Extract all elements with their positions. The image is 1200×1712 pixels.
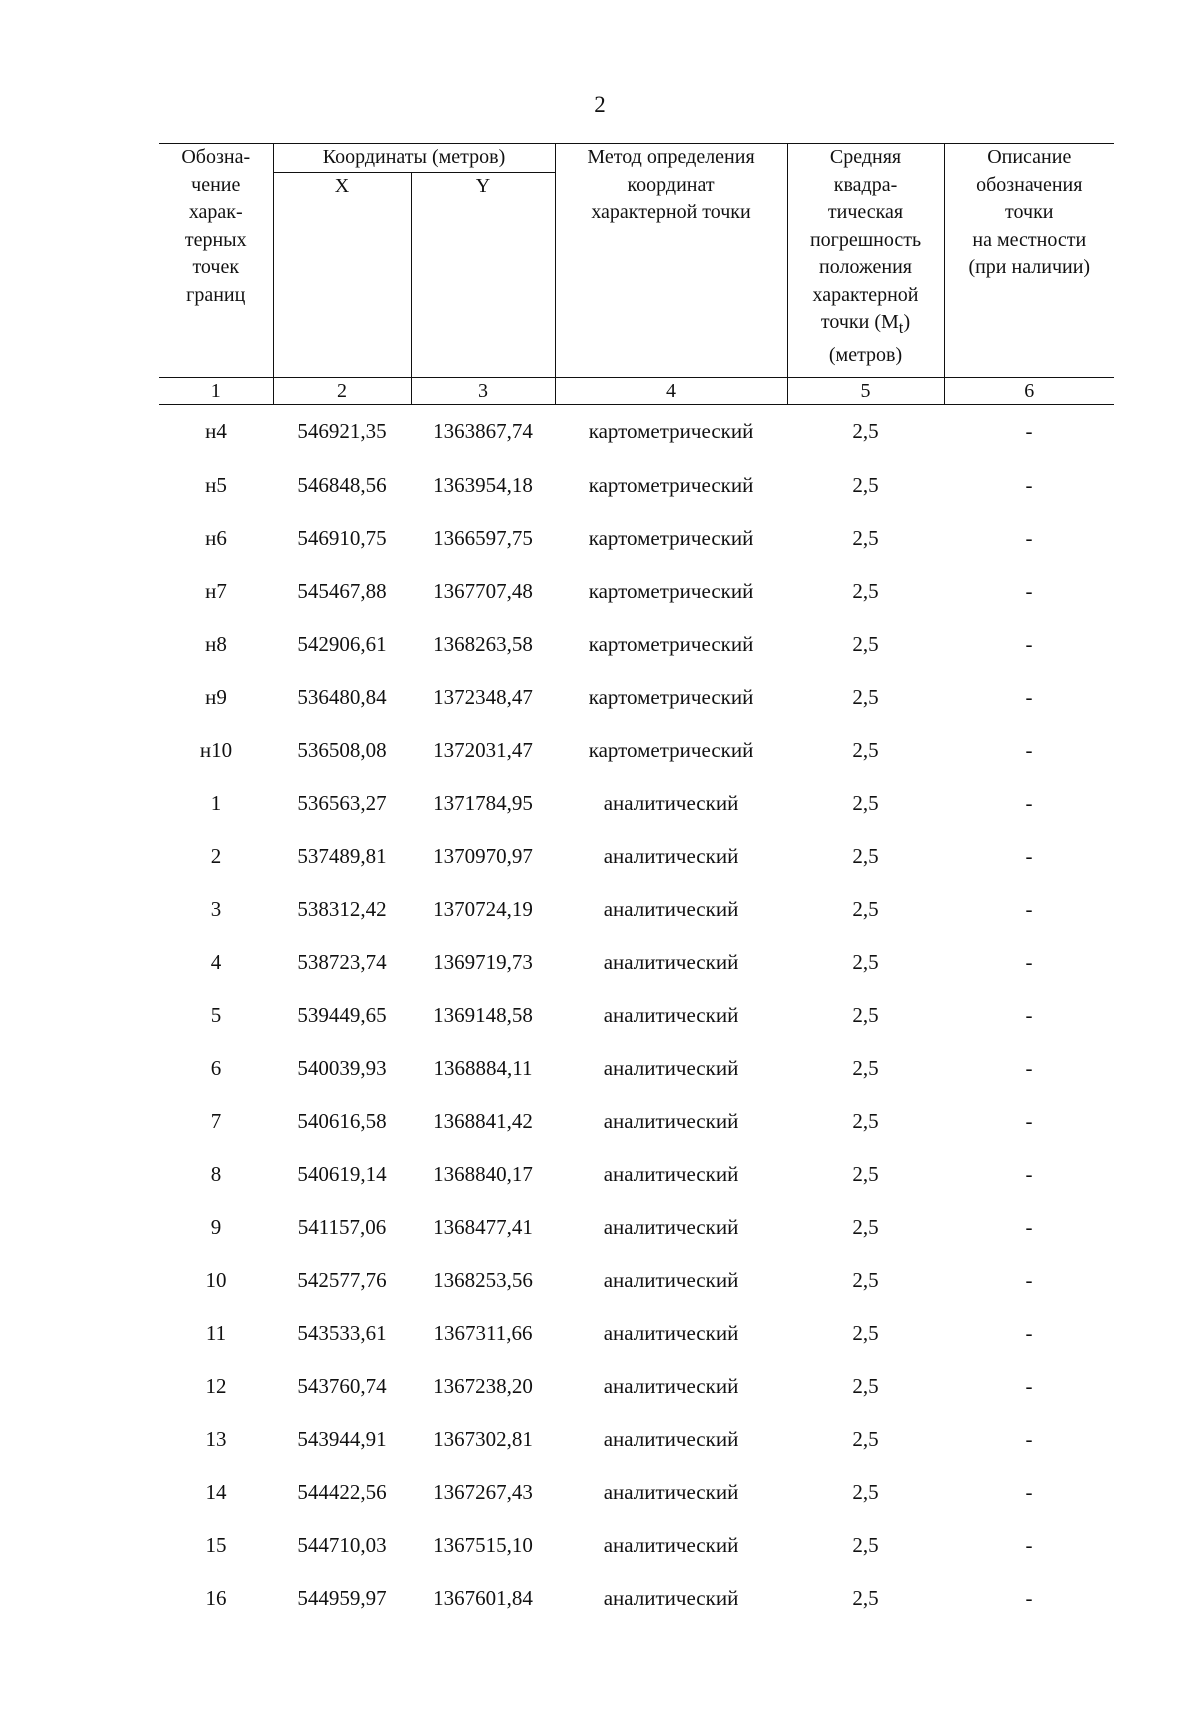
coord-x: 540619,14 xyxy=(297,1161,387,1186)
header-description: Описание обозначения точки на местности (при наличии) xyxy=(944,144,1114,378)
coord-y: 1372031,47 xyxy=(433,737,533,762)
description-cell: - xyxy=(1025,525,1033,550)
description-cell: - xyxy=(1025,843,1033,868)
table-row xyxy=(159,936,1114,989)
description-cell: - xyxy=(1025,578,1033,603)
point-mark: 7 xyxy=(210,1108,222,1133)
coord-y: 1366597,75 xyxy=(433,525,533,550)
coord-x: 539449,65 xyxy=(297,1002,387,1027)
table-row xyxy=(159,1042,1114,1095)
method-cell: картометрический xyxy=(588,631,754,656)
table-row xyxy=(159,1148,1114,1201)
description-cell: - xyxy=(1025,949,1033,974)
table-row xyxy=(159,512,1114,565)
point-mark: 6 xyxy=(210,1055,222,1080)
header-x: X xyxy=(273,172,411,377)
error-cell: 2,5 xyxy=(852,1320,879,1345)
description-cell: - xyxy=(1025,1585,1033,1610)
error-cell: 2,5 xyxy=(852,1214,879,1239)
error-cell: 2,5 xyxy=(852,790,879,815)
point-mark: 5 xyxy=(210,1002,222,1027)
error-cell: 2,5 xyxy=(852,1479,879,1504)
table-row xyxy=(159,404,1114,459)
coord-y: 1369148,58 xyxy=(433,1002,533,1027)
coord-x: 537489,81 xyxy=(297,843,387,868)
point-mark: н8 xyxy=(205,631,227,656)
error-cell: 2,5 xyxy=(852,949,879,974)
table-row xyxy=(159,1413,1114,1466)
point-mark: 12 xyxy=(205,1373,227,1398)
method-cell: аналитический xyxy=(603,1214,739,1239)
header-designation: Обозна- чение харак- терных точек границ xyxy=(159,144,273,378)
method-cell: аналитический xyxy=(603,1055,739,1080)
table-row xyxy=(159,459,1114,512)
coord-x: 543944,91 xyxy=(297,1426,387,1451)
error-cell: 2,5 xyxy=(852,737,879,762)
error-cell: 2,5 xyxy=(852,1426,879,1451)
table-row xyxy=(159,618,1114,671)
table-row xyxy=(159,1360,1114,1413)
coord-y: 1367302,81 xyxy=(433,1426,533,1451)
error-cell: 2,5 xyxy=(852,843,879,868)
coord-x: 536480,84 xyxy=(297,684,387,709)
description-cell: - xyxy=(1025,1108,1033,1133)
method-cell: аналитический xyxy=(603,843,739,868)
coord-x: 538723,74 xyxy=(297,949,387,974)
error-cell: 2,5 xyxy=(852,1532,879,1557)
error-cell: 2,5 xyxy=(852,1373,879,1398)
coord-x: 538312,42 xyxy=(297,896,387,921)
method-cell: картометрический xyxy=(588,419,754,443)
coord-x: 544422,56 xyxy=(297,1479,387,1504)
coord-x: 541157,06 xyxy=(297,1214,387,1239)
coord-y: 1367238,20 xyxy=(433,1373,533,1398)
method-cell: аналитический xyxy=(603,1426,739,1451)
point-mark: 13 xyxy=(205,1426,227,1451)
table-row xyxy=(159,1572,1114,1625)
table-row xyxy=(159,777,1114,830)
coord-y: 1368253,56 xyxy=(433,1267,533,1292)
error-cell: 2,5 xyxy=(852,578,879,603)
description-cell: - xyxy=(1025,1161,1033,1186)
error-cell: 2,5 xyxy=(852,1585,879,1610)
coord-x: 536508,08 xyxy=(297,737,387,762)
point-mark: н4 xyxy=(205,419,227,443)
header-method: Метод определения координат характерной точки xyxy=(555,144,787,378)
table-row xyxy=(159,1095,1114,1148)
method-cell: аналитический xyxy=(603,1532,739,1557)
error-cell: 2,5 xyxy=(852,684,879,709)
description-cell: - xyxy=(1025,1055,1033,1080)
error-cell: 2,5 xyxy=(852,1055,879,1080)
table-row xyxy=(159,724,1114,777)
method-cell: аналитический xyxy=(603,1479,739,1504)
header-y: Y xyxy=(411,172,555,377)
description-cell: - xyxy=(1025,1267,1033,1292)
point-mark: 1 xyxy=(210,790,222,815)
coord-y: 1367311,66 xyxy=(433,1320,533,1345)
column-number: 6 xyxy=(944,377,1114,404)
coord-x: 545467,88 xyxy=(297,578,387,603)
method-cell: аналитический xyxy=(603,790,739,815)
method-cell: аналитический xyxy=(603,1373,739,1398)
point-mark: 4 xyxy=(210,949,222,974)
description-cell: - xyxy=(1025,896,1033,921)
coord-x: 543760,74 xyxy=(297,1373,387,1398)
description-cell: - xyxy=(1025,631,1033,656)
method-cell: картометрический xyxy=(588,525,754,550)
description-cell: - xyxy=(1025,1214,1033,1239)
point-mark: 15 xyxy=(205,1532,227,1557)
method-cell: аналитический xyxy=(603,1002,739,1027)
coord-y: 1370724,19 xyxy=(433,896,533,921)
coord-y: 1368884,11 xyxy=(433,1055,533,1080)
error-cell: 2,5 xyxy=(852,631,879,656)
column-number: 5 xyxy=(787,377,944,404)
coord-y: 1370970,97 xyxy=(433,843,533,868)
error-cell: 2,5 xyxy=(852,525,879,550)
point-mark: 2 xyxy=(210,843,222,868)
coord-y: 1367601,84 xyxy=(433,1585,533,1610)
point-mark: 8 xyxy=(210,1161,222,1186)
coord-x: 542906,61 xyxy=(297,631,387,656)
description-cell: - xyxy=(1025,1426,1033,1451)
description-cell: - xyxy=(1025,1532,1033,1557)
description-cell: - xyxy=(1025,684,1033,709)
coord-y: 1368840,17 xyxy=(433,1161,533,1186)
description-cell: - xyxy=(1025,737,1033,762)
point-mark: 14 xyxy=(205,1479,227,1504)
description-cell: - xyxy=(1025,1373,1033,1398)
coord-y: 1363867,74 xyxy=(433,419,533,443)
table-row xyxy=(159,830,1114,883)
point-mark: 3 xyxy=(210,896,222,921)
coord-y: 1371784,95 xyxy=(433,790,533,815)
coord-y: 1369719,73 xyxy=(433,949,533,974)
table-row xyxy=(159,565,1114,618)
column-number: 2 xyxy=(273,377,411,404)
error-cell: 2,5 xyxy=(852,1161,879,1186)
table-row xyxy=(159,671,1114,724)
method-cell: аналитический xyxy=(603,1161,739,1186)
coord-x: 536563,27 xyxy=(297,790,387,815)
table-row xyxy=(159,1254,1114,1307)
coord-y: 1367267,43 xyxy=(433,1479,533,1504)
column-number: 1 xyxy=(159,377,273,404)
header-coordinates: Координаты (метров) xyxy=(273,144,555,173)
method-cell: аналитический xyxy=(603,1108,739,1133)
method-cell: картометрический xyxy=(588,737,754,762)
error-cell: 2,5 xyxy=(852,1002,879,1027)
method-cell: картометрический xyxy=(588,578,754,603)
error-cell: 2,5 xyxy=(852,472,879,497)
point-mark: н9 xyxy=(205,684,227,709)
column-numbers-row xyxy=(159,377,1114,404)
coord-y: 1372348,47 xyxy=(433,684,533,709)
description-cell: - xyxy=(1025,419,1033,443)
point-mark: 11 xyxy=(205,1320,227,1345)
coord-y: 1368477,41 xyxy=(433,1214,533,1239)
error-cell: 2,5 xyxy=(852,419,879,443)
coord-x: 546921,35 xyxy=(297,419,387,443)
error-cell: 2,5 xyxy=(852,1267,879,1292)
method-cell: аналитический xyxy=(603,949,739,974)
point-mark: 16 xyxy=(205,1585,227,1610)
point-mark: н5 xyxy=(205,472,227,497)
coord-y: 1367515,10 xyxy=(433,1532,533,1557)
description-cell: - xyxy=(1025,1320,1033,1345)
point-mark: н7 xyxy=(205,578,227,603)
error-cell: 2,5 xyxy=(852,896,879,921)
point-mark: н10 xyxy=(199,737,233,762)
coord-x: 542577,76 xyxy=(297,1267,387,1292)
coord-x: 544959,97 xyxy=(297,1585,387,1610)
coord-y: 1368841,42 xyxy=(433,1108,533,1133)
coord-x: 546848,56 xyxy=(297,472,387,497)
column-number: 3 xyxy=(411,377,555,404)
method-cell: аналитический xyxy=(603,1267,739,1292)
method-cell: аналитический xyxy=(603,896,739,921)
error-cell: 2,5 xyxy=(852,1108,879,1133)
coord-x: 540616,58 xyxy=(297,1108,387,1133)
table-row xyxy=(159,989,1114,1042)
column-number: 4 xyxy=(555,377,787,404)
boundary-points-table xyxy=(159,143,1114,1625)
point-mark: н6 xyxy=(205,525,227,550)
coord-x: 544710,03 xyxy=(297,1532,387,1557)
description-cell: - xyxy=(1025,1479,1033,1504)
method-cell: аналитический xyxy=(603,1585,739,1610)
table-row xyxy=(159,1519,1114,1572)
point-mark: 9 xyxy=(210,1214,222,1239)
description-cell: - xyxy=(1025,1002,1033,1027)
table-row xyxy=(159,1201,1114,1254)
coord-y: 1363954,18 xyxy=(433,472,533,497)
description-cell: - xyxy=(1025,472,1033,497)
description-cell: - xyxy=(1025,790,1033,815)
coord-y: 1368263,58 xyxy=(433,631,533,656)
page-number: 2 xyxy=(594,92,606,117)
table-row xyxy=(159,1307,1114,1360)
method-cell: картометрический xyxy=(588,684,754,709)
table-row xyxy=(159,883,1114,936)
header-error: Средняя квадра- тическая погрешность положения характерной точки $(M_t)$ (метров) xyxy=(787,144,944,378)
coord-x: 546910,75 xyxy=(297,525,387,550)
method-cell: картометрический xyxy=(588,472,754,497)
method-cell: аналитический xyxy=(603,1320,739,1345)
table-row xyxy=(159,1466,1114,1519)
coord-y: 1367707,48 xyxy=(433,578,533,603)
coord-x: 543533,61 xyxy=(297,1320,387,1345)
point-mark: 10 xyxy=(205,1267,227,1292)
coord-x: 540039,93 xyxy=(297,1055,387,1080)
